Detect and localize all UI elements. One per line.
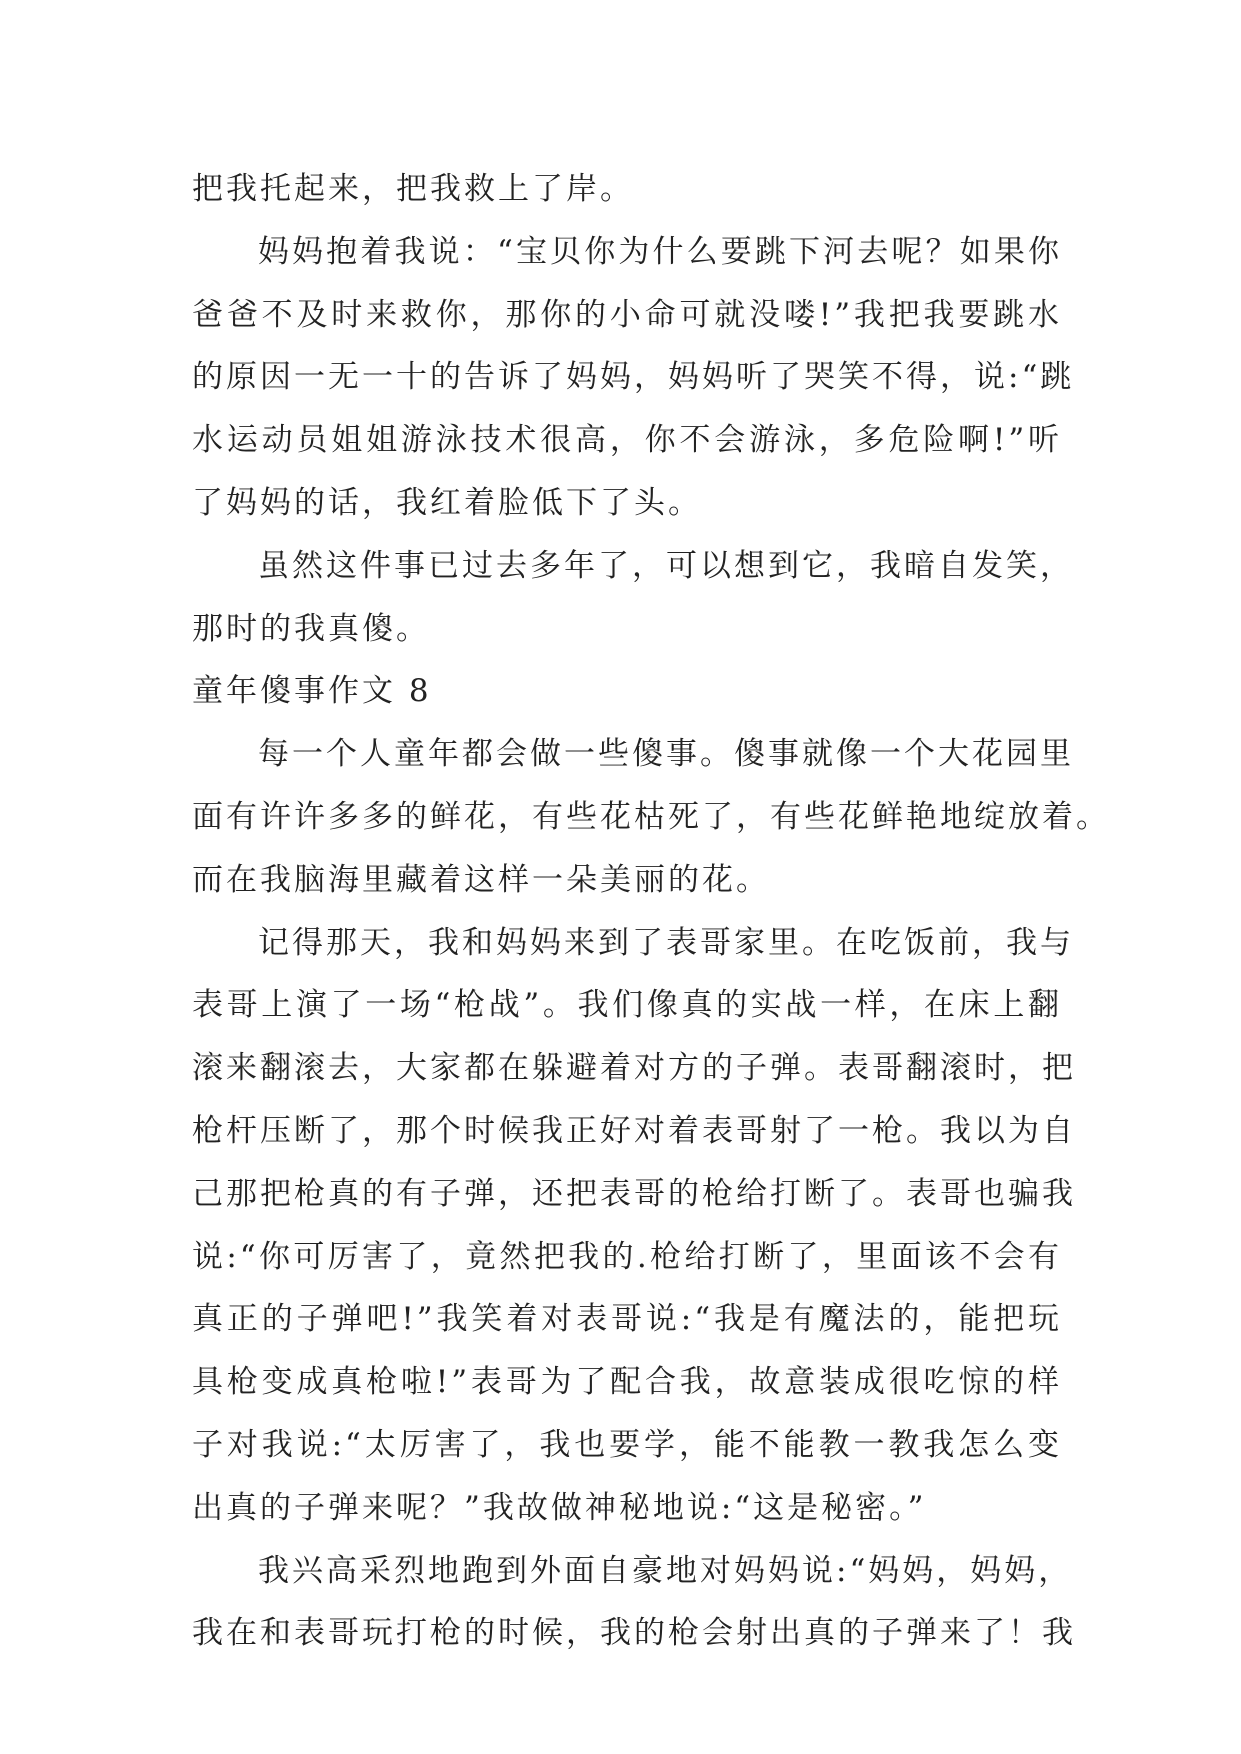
text-line-24: 我在和表哥玩打枪的时候，我的枪会射出真的子弹来了！我 [192,1615,1076,1652]
text-line-18: 说:“你可厉害了，竟然把我的.枪给打断了，里面该不会有 [192,1238,1062,1275]
section-heading: 童年傻事作文 8 [192,673,432,710]
text-line-1: 把我托起来，把我救上了岸。 [192,171,634,207]
text-line-5: 水运动员姐姐游泳技术很高，你不会游泳，多危险啊!”听 [192,422,1062,459]
text-line-10: 每一个人童年都会做一些傻事。傻事就像一个大花园里 [258,736,1074,773]
text-line-23: 我兴高采烈地跑到外面自豪地对妈妈说:“妈妈，妈妈， [258,1552,1073,1589]
text-line-20: 具枪变成真枪啦!”表哥为了配合我，故意装成很吃惊的样 [192,1364,1062,1401]
text-line-21: 子对我说:“太厉害了，我也要学，能不能教一教我怎么变 [192,1426,1062,1463]
text-line-6: 了妈妈的话，我红着脸低下了头。 [192,484,702,521]
text-line-16: 枪杆压断了，那个时候我正好对着表哥射了一枪。我以为自 [192,1112,1076,1149]
text-line-22: 出真的子弹来呢？”我故做神秘地说:“这是秘密。” [192,1489,927,1526]
text-line-2: 妈妈抱着我说：“宝贝你为什么要跳下河去呢？如果你 [258,233,1062,270]
text-line-4: 的原因一无一十的告诉了妈妈，妈妈听了哭笑不得，说:“跳 [192,359,1075,396]
text-line-13: 记得那天，我和妈妈来到了表哥家里。在吃饭前，我与 [258,924,1074,961]
text-line-12: 而在我脑海里藏着这样一朵美丽的花。 [192,861,770,898]
text-line-8: 那时的我真傻。 [192,610,430,647]
text-line-11: 面有许许多多的鲜花，有些花枯死了，有些花鲜艳地绽放着。 [192,798,1110,835]
text-line-14: 表哥上演了一场“枪战”。我们像真的实战一样，在床上翻 [192,987,1062,1024]
text-line-7: 虽然这件事已过去多年了，可以想到它，我暗自发笑， [258,547,1074,584]
text-line-15: 滚来翻滚去，大家都在躲避着对方的子弹。表哥翻滚时，把 [192,1050,1076,1087]
text-line-19: 真正的子弹吧!”我笑着对表哥说:“我是有魔法的，能把玩 [192,1301,1062,1338]
text-line-17: 己那把枪真的有子弹，还把表哥的枪给打断了。表哥也骗我 [192,1175,1076,1212]
text-line-3: 爸爸不及时来救你，那你的小命可就没喽!”我把我要跳水 [192,296,1062,333]
essay-text [192,158,1110,1665]
